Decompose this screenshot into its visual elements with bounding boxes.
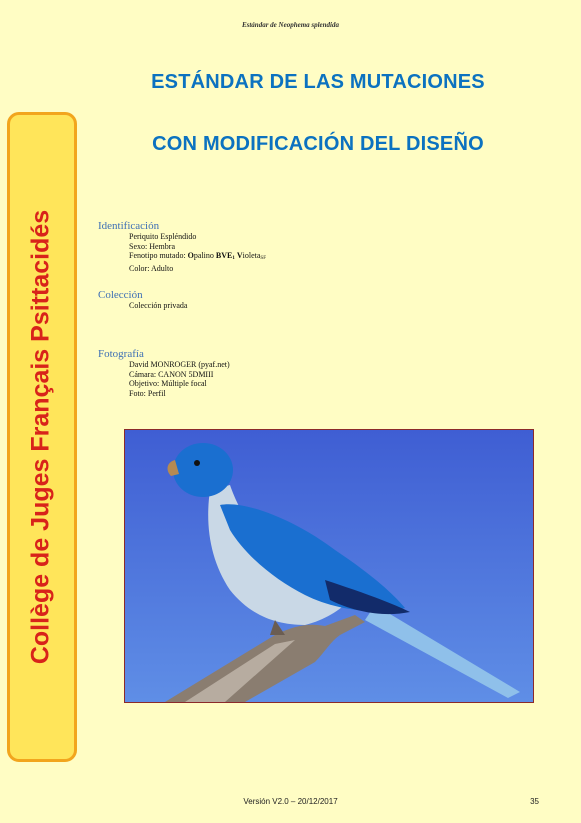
bve-subscript: 1 [232, 256, 235, 262]
photographer-line: David MONROGER (pyaf.net) [129, 360, 230, 369]
violeta-rest: ioleta [242, 251, 261, 261]
running-head: Estándar de Neophema splendida [241, 21, 340, 29]
phenotype-label: Fenotipo mutado: [129, 251, 188, 261]
coleccion-lines [129, 301, 187, 311]
section-fotografia [98, 348, 230, 398]
section-heading-coleccion: Colección [98, 289, 143, 301]
sex-line: Sexo: Hembra [129, 241, 175, 251]
opalino-initial: O [187, 251, 194, 261]
bird-head [173, 443, 233, 497]
section-identificacion [98, 220, 266, 273]
page-title-line-1: ESTÁNDAR DE LAS MUTACIONES [151, 71, 485, 93]
bve-label: BVE [215, 251, 233, 261]
footer-version: Versión V2.0 – 20/12/2017 [243, 797, 338, 806]
identificacion-lines [129, 232, 266, 273]
bird-photo [124, 429, 534, 703]
violeta-initial: V [236, 251, 243, 261]
photo-type-line: Foto: Perfil [129, 388, 166, 398]
section-heading-fotografia: Fotografía [98, 348, 144, 360]
bird-photo-illustration [125, 430, 533, 702]
page-number: 35 [530, 797, 539, 806]
camera-line: Cámara: CANON 5DMIII [129, 369, 214, 379]
collection-value: Colección privada [129, 301, 188, 310]
bird-eye [194, 460, 200, 466]
violeta-subscript: SF [260, 256, 266, 262]
section-heading-identificacion: Identificación [98, 220, 160, 232]
lens-line: Objetivo: Múltiple focal [129, 379, 207, 389]
species-name: Periquito Espléndido [129, 232, 197, 241]
phenotype-line [129, 251, 266, 264]
section-coleccion [98, 289, 187, 311]
color-line: Color: Adulto [129, 263, 174, 273]
page-title-line-2: CON MODIFICACIÓN DEL DISEÑO [152, 133, 484, 155]
opalino-rest: palino [193, 251, 216, 261]
fotografia-lines [129, 360, 230, 398]
side-banner-text: Collège de Juges Français Psittacidés [26, 209, 55, 665]
